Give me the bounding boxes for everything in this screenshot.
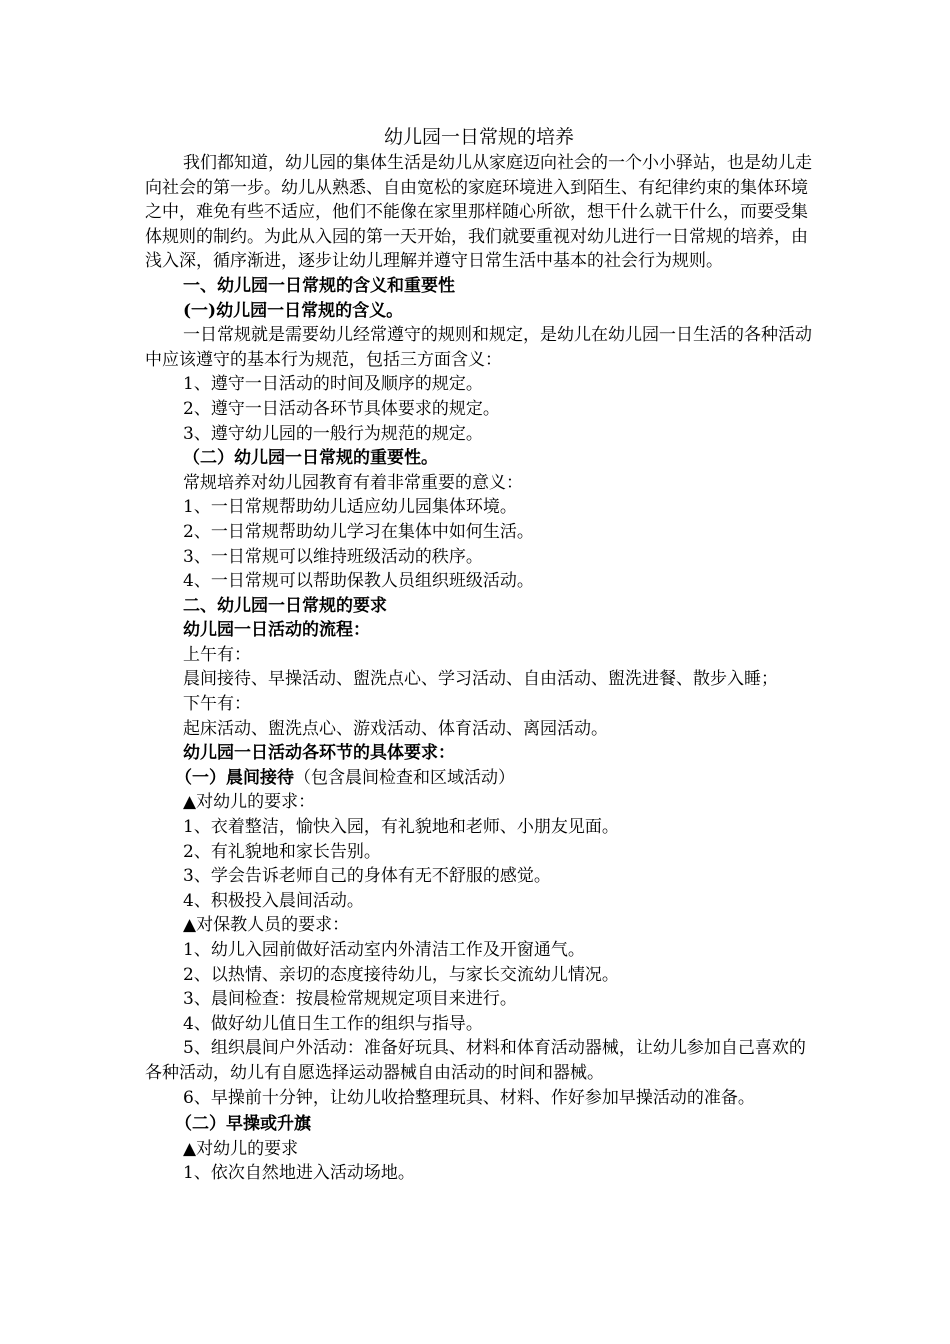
afternoon-label: 下午有： [183, 694, 251, 715]
list-item: 2、有礼貌地和家长告别。 [183, 841, 381, 862]
subheading-note: （包含晨间检查和区域活动） [294, 767, 515, 788]
list-item: 3、晨间检查：按晨检常规规定项目来进行。 [183, 989, 517, 1010]
list-item: 4、做好幼儿值日生工作的组织与指导。 [183, 1013, 483, 1034]
subheading-title: （一）晨间接待 [175, 767, 294, 788]
list-item: 2、遵守一日活动各环节具体要求的规定。 [183, 398, 500, 419]
document-title: 幼儿园一日常规的培养 [383, 126, 574, 148]
list-item: 5、组织晨间户外活动：准备好玩具、材料和体育活动器械，让幼儿参加自己喜欢的各种活动，幼儿有自愿选择运动器械自由活动的时间和器械。 [145, 1038, 806, 1083]
list-item: 3、遵守幼儿园的一般行为规范的规定。 [183, 423, 483, 444]
subheading-morning-exercise: （二）早操或升旗 [175, 1114, 311, 1135]
staff-requirements-label: ▲对保教人员的要求： [183, 915, 350, 936]
morning-activities: 晨间接待、早操活动、盥洗点心、学习活动、自由活动、盥洗进餐、散步入睡； [183, 669, 778, 690]
list-item: 3、学会告诉老师自己的身体有无不舒服的感觉。 [183, 866, 551, 887]
list-item: 4、积极投入晨间活动。 [183, 890, 364, 911]
section-heading-2: 二、幼儿园一日常规的要求 [183, 595, 387, 616]
list-item: 2、以热情、亲切的态度接待幼儿，与家长交流幼儿情况。 [183, 964, 619, 985]
list-item: 4、一日常规可以帮助保教人员组织班级活动。 [183, 571, 534, 592]
document-body [145, 124, 813, 1186]
list-item: 6、早操前十分钟，让幼儿收拾整理玩具、材料、作好参加早操活动的准备。 [183, 1087, 755, 1108]
list-item: 1、遵守一日活动的时间及顺序的规定。 [183, 374, 483, 395]
morning-label: 上午有： [183, 644, 251, 665]
intro-paragraph: 我们都知道，幼儿园的集体生活是幼儿从家庭迈向社会的一个小小驿站，也是幼儿走向社会的第一步。幼儿从熟悉、自由宽松的家庭环境进入到陌生、有纪律约束的集体环境之中，难免有些不适应，他们不能像在家里那样随心所欲，想干什么就干什么，而要受集体规则的制约。为此从入园的第一天开始，我们就要重视对幼儿进行一日常规的培养，由浅入深，循序渐进，逐步让幼儿理解并遵守日常生活中基本的社会行为规则。 [145, 153, 812, 272]
paragraph-1-2: 常规培养对幼儿园教育有着非常重要的意义： [183, 472, 523, 493]
subheading-1-2: （二）幼儿园一日常规的重要性。 [183, 448, 438, 469]
paragraph-1-1: 一日常规就是需要幼儿经常遵守的规则和规定，是幼儿在幼儿园一日生活的各种活动中应该遵守的基本行为规范，包括三方面含义： [145, 325, 812, 370]
afternoon-activities: 起床活动、盥洗点心、游戏活动、体育活动、离园活动。 [183, 718, 608, 739]
list-item: 3、一日常规可以维持班级活动的秩序。 [183, 546, 483, 567]
subheading-morning-reception [145, 766, 813, 791]
flow-heading: 幼儿园一日活动的流程： [183, 620, 370, 641]
list-item: 1、依次自然地进入活动场地。 [183, 1163, 415, 1184]
section-heading-1: 一、幼儿园一日常规的含义和重要性 [183, 275, 455, 296]
child-requirements-label: ▲对幼儿的要求 [183, 1138, 299, 1159]
child-requirements-label: ▲对幼儿的要求： [183, 792, 316, 813]
list-item: 1、衣着整洁，愉快入园，有礼貌地和老师、小朋友见面。 [183, 817, 619, 838]
requirements-heading: 幼儿园一日活动各环节的具体要求： [183, 743, 455, 764]
list-item: 1、幼儿入园前做好活动室内外清洁工作及开窗通气。 [183, 940, 585, 960]
list-item: 1、一日常规帮助幼儿适应幼儿园集体环境。 [183, 497, 517, 518]
subheading-1-1: (一)幼儿园一日常规的含义。 [183, 300, 404, 321]
list-item: 2、一日常规帮助幼儿学习在集体中如何生活。 [183, 521, 534, 542]
